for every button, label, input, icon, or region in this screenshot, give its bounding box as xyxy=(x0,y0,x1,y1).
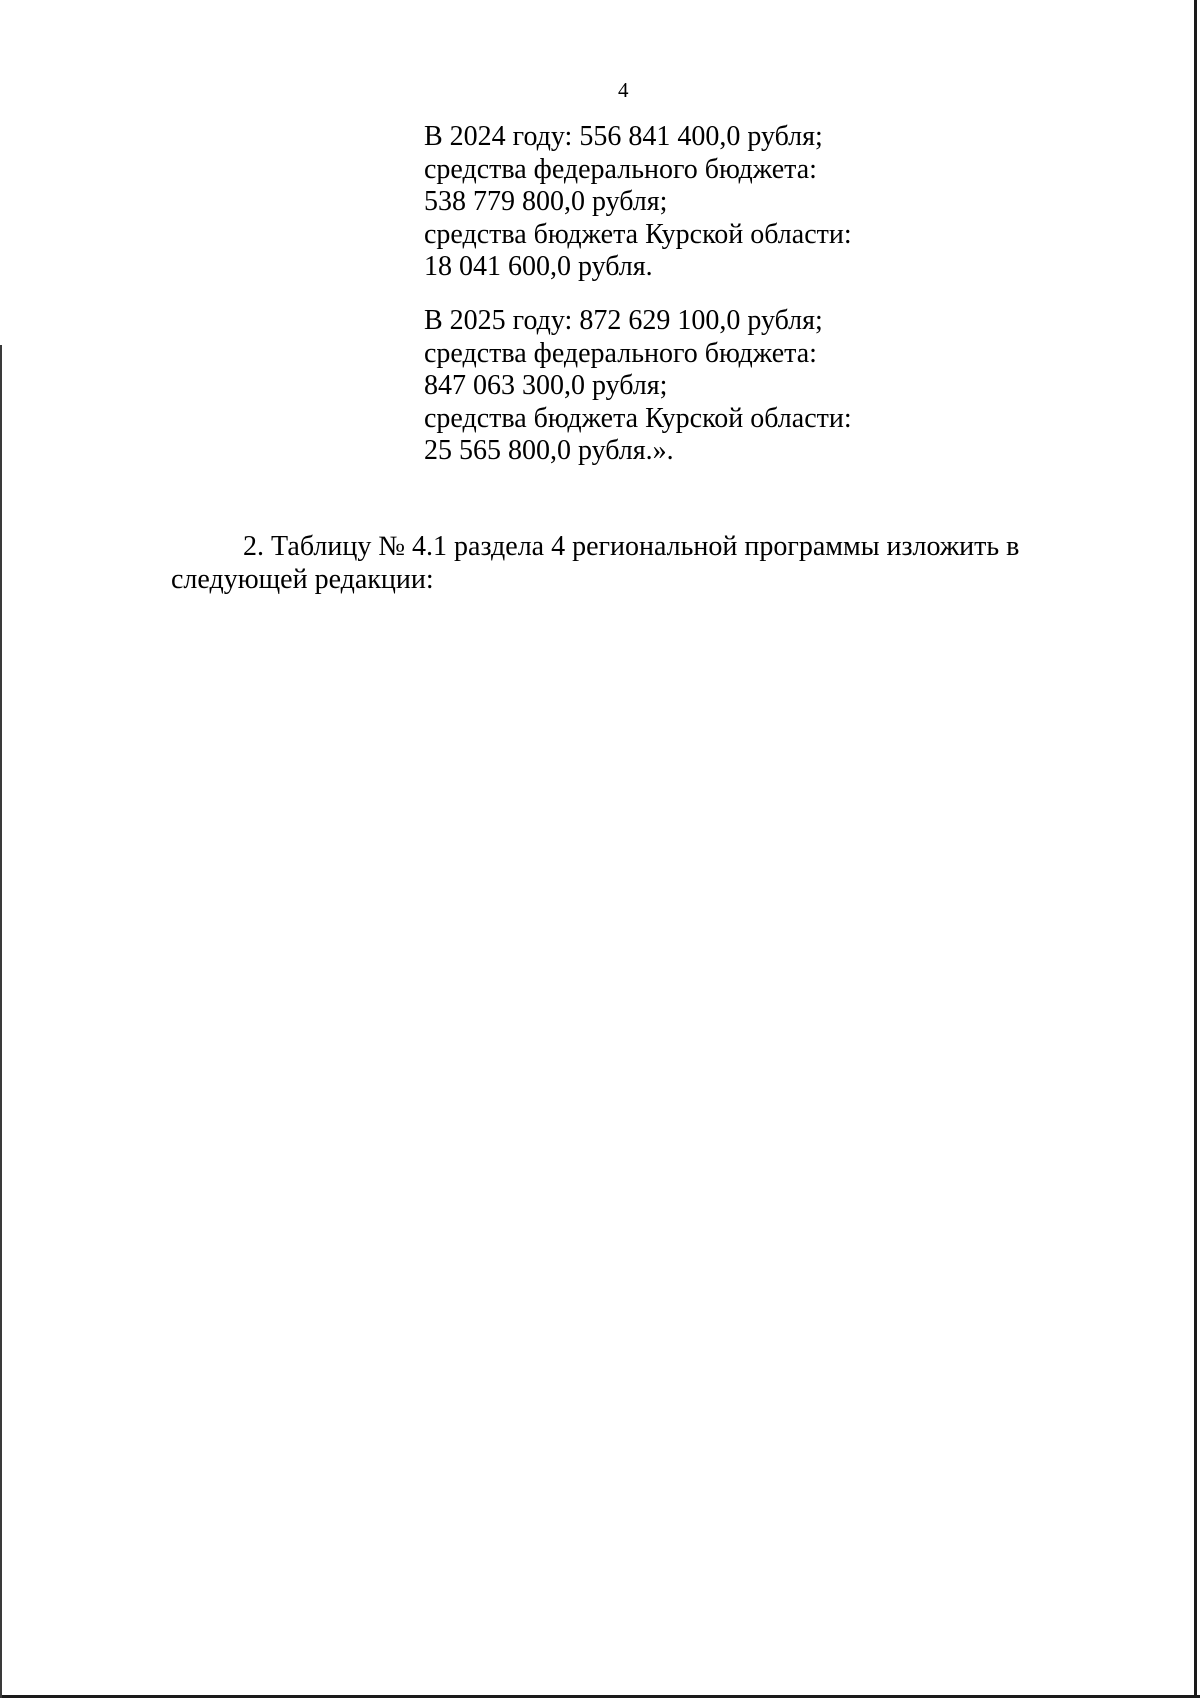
funding-2025-regional-label: средства бюджета Курской области: xyxy=(424,402,852,434)
item-2-line-2: следующей редакции: xyxy=(171,564,434,595)
item-2-line-1: 2. Таблицу № 4.1 раздела 4 региональной программы изложить в xyxy=(243,531,1020,562)
funding-2025-federal-amount: 847 063 300,0 рубля; xyxy=(424,370,668,401)
funding-2025-total: В 2025 году: 872 629 100,0 рубля; xyxy=(424,305,823,336)
item-2-paragraph xyxy=(171,530,1031,596)
scan-edge-right xyxy=(1194,0,1197,1698)
funding-2024-block xyxy=(424,121,852,284)
funding-2024-federal-label: средства федерального бюджета: xyxy=(424,153,817,185)
funding-2025-block xyxy=(424,305,852,468)
funding-2025-federal-label: средства федерального бюджета: xyxy=(424,337,817,369)
funding-2024-federal-amount: 538 779 800,0 рубля; xyxy=(424,186,668,217)
funding-2024-total: В 2024 году: 556 841 400,0 рубля; xyxy=(424,121,823,152)
scan-edge-left xyxy=(0,345,2,1698)
funding-2024-regional-label: средства бюджета Курской области: xyxy=(424,218,852,250)
funding-2025-regional-amount: 25 565 800,0 рубля.». xyxy=(424,435,674,466)
funding-2024-regional-amount: 18 041 600,0 рубля. xyxy=(424,251,653,282)
page-number: 4 xyxy=(618,78,629,102)
